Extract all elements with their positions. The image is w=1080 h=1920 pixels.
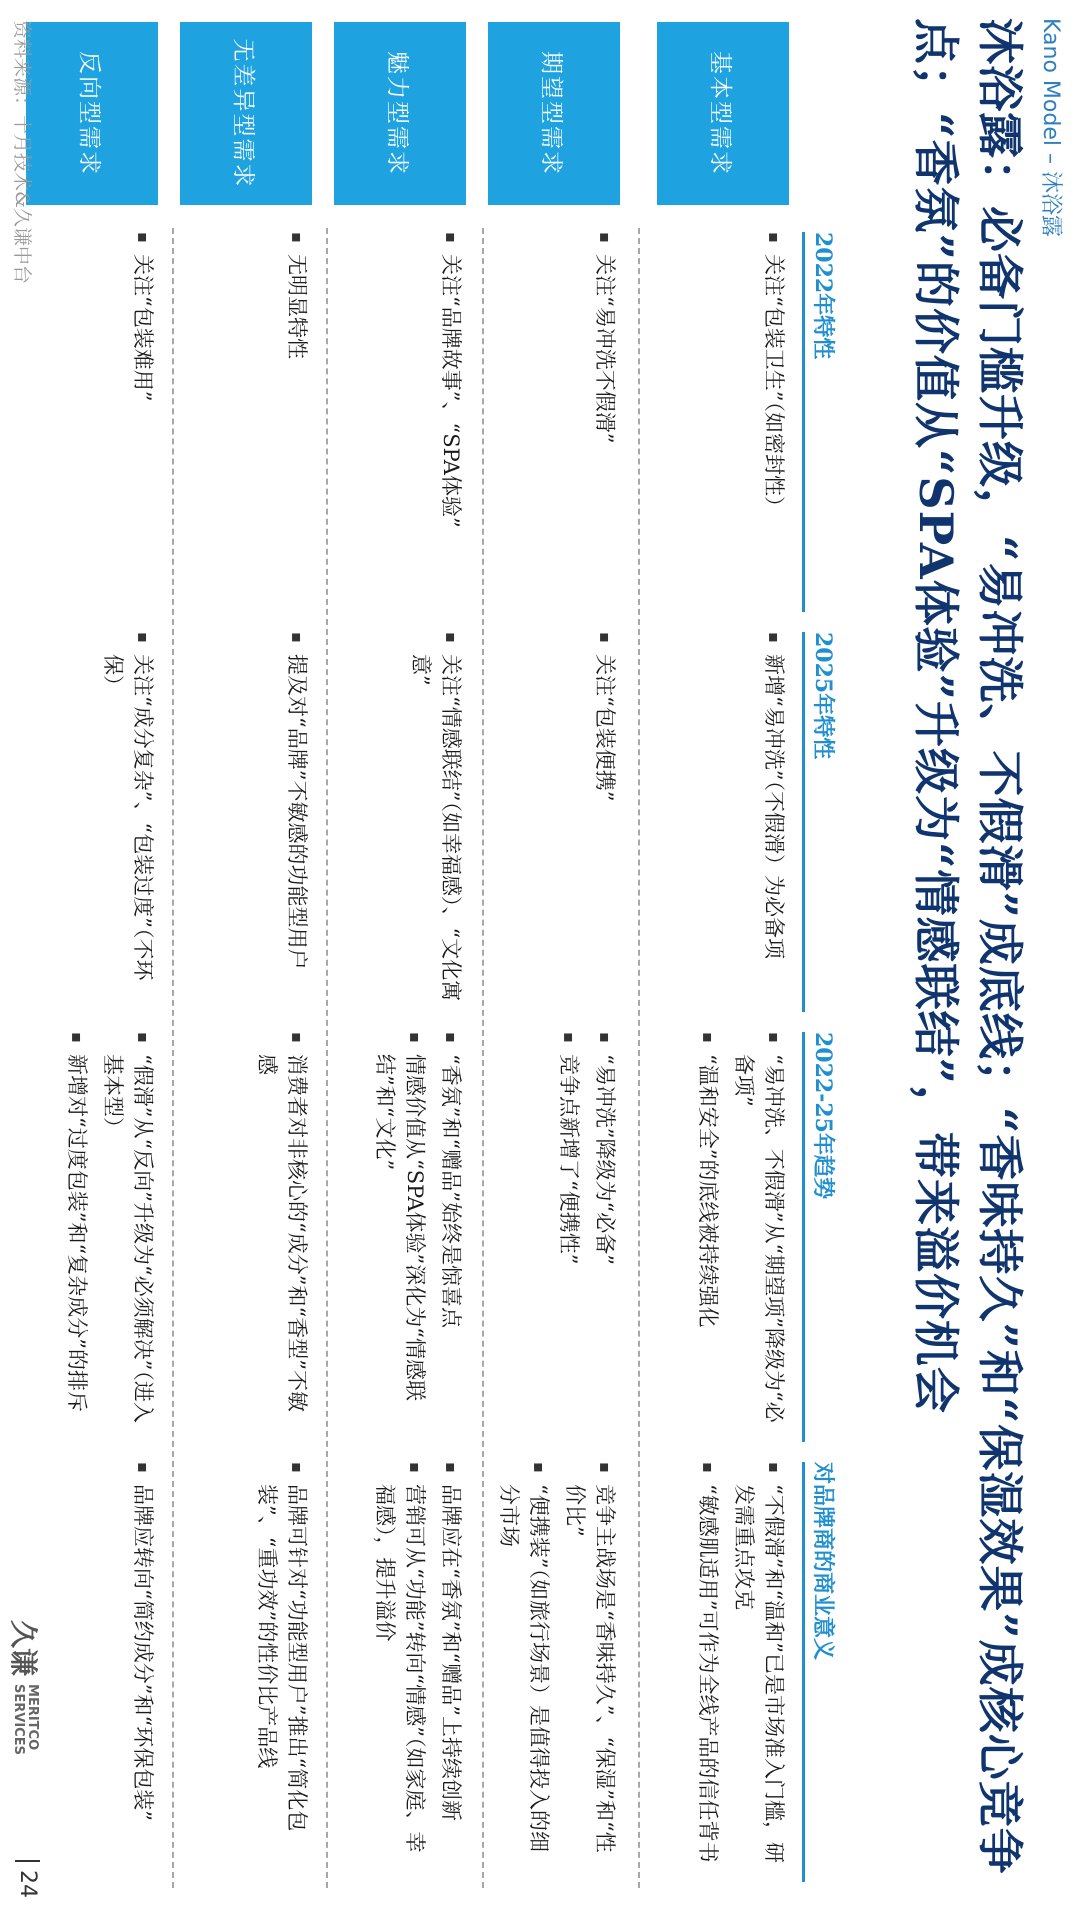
headline: 沐浴露：必备门槛升级，“易冲洗、不假滑”成底线；“香味持久”和“保湿效果”成核心竞争点；“香氛”的价值从“SPA体验”升级为“情感联结”，带来溢价机会: [909, 18, 1027, 1875]
list-item: ▪ 关注“包装便携”: [590, 632, 620, 1002]
list-item: ▪ 情感价值从“SPA体验”深化为“情感联结”和“文化”: [370, 1032, 430, 1432]
kicker: Kano Model – 沐浴露: [1038, 18, 1063, 237]
category-indifferent: 无差异型需求: [180, 22, 312, 205]
row-divider: [172, 228, 174, 1888]
list-item: ▪ 无明显特性: [282, 232, 312, 602]
list-item: ▪ 关注“成分复杂”、“包装过度”（不环保）: [98, 632, 158, 1002]
logo-line-2: SERVICES: [11, 1684, 26, 1755]
row-divider: [482, 228, 484, 1888]
cell-indifferent-business: [246, 1462, 312, 1872]
cell-expected-trend: [548, 1032, 620, 1432]
row-divider: [638, 228, 640, 1888]
cell-reverse-trend: [56, 1032, 158, 1432]
cell-reverse-2025: [92, 632, 158, 1002]
list-item: ▪ 新增对“过度包装”和“复杂成分”的排斥: [62, 1032, 92, 1432]
list-item: ▪ 竞争点新增了“便携性”: [554, 1032, 584, 1432]
list-item: ▪ 竞争主战场是“香味持久”、“保湿”和“性价比”: [560, 1462, 620, 1872]
list-item: ▪ 品牌应转向“简约成分”和“环保包装”: [128, 1462, 158, 1872]
cell-expected-2022: [584, 232, 620, 602]
list-item: ▪ 提及对“品牌”不敏感的功能型用户: [282, 632, 312, 1002]
list-item: ▪ 新增“易冲洗”（不假滑）为必备项: [759, 632, 789, 1002]
column-header-2025: 2025年特性: [802, 632, 840, 1012]
list-item: ▪ 关注“包装卫生”（如密封性）: [759, 232, 789, 602]
logo-mark: 久谦: [7, 1620, 40, 1677]
list-item: ▪ “敏感肌适用”可作为全线产品的信任背书: [693, 1462, 723, 1872]
list-item: ▪ “香氛”和“赠品”始终是惊喜点: [436, 1032, 466, 1432]
list-item: ▪ 消费者对非核心的“成分”和“香型”不敏感: [252, 1032, 312, 1432]
cell-indifferent-2022: [276, 232, 312, 602]
source-note: 资料来源：十月技术&久谦中台: [11, 20, 33, 284]
cell-basic-2022: [753, 232, 789, 602]
cell-attractive-2022: [430, 232, 466, 602]
category-expected: 期望型需求: [488, 22, 620, 205]
list-item: ▪ 关注“易冲洗不假滑”: [590, 232, 620, 602]
category-basic: 基本型需求: [657, 22, 789, 205]
row-divider: [326, 228, 328, 1888]
column-header-business: 对品牌商的商业意义: [802, 1462, 840, 1882]
list-item: ▪ “温和安全”的底线被持续强化: [693, 1032, 723, 1432]
cell-indifferent-trend: [246, 1032, 312, 1432]
list-item: ▪ “易冲洗”降级为“必备”: [590, 1032, 620, 1432]
cell-attractive-2025: [400, 632, 466, 1002]
cell-attractive-trend: [364, 1032, 466, 1432]
cell-indifferent-2025: [276, 632, 312, 1002]
logo-text: [11, 1684, 39, 1755]
list-item: ▪ “假滑”从“反向”升级为“必须解决”（进入基本型）: [98, 1032, 158, 1432]
list-item: ▪ 品牌应在“香氛”和“赠品”上持续创新: [436, 1462, 466, 1872]
company-logo: [5, 1620, 45, 1755]
logo-line-1: MERITCO: [25, 1684, 40, 1751]
cell-expected-business: [488, 1462, 620, 1872]
cell-expected-2025: [584, 632, 620, 1002]
page-number: 24: [15, 1860, 40, 1898]
category-attractive: 魅力型需求: [334, 22, 466, 205]
list-item: ▪ 关注“品牌故事”、“SPA体验”: [436, 232, 466, 602]
list-item: ▪ 品牌可针对“功能型用户”推出“简化包装”、“重功效”的性价比产品线: [252, 1462, 312, 1872]
cell-reverse-business: [122, 1462, 158, 1872]
cell-attractive-business: [364, 1462, 466, 1872]
category-reverse: 反向型需求: [26, 22, 158, 205]
list-item: ▪ “易冲洗、不假滑”从“期望项”降级为“必备项”: [729, 1032, 789, 1432]
cell-basic-trend: [687, 1032, 789, 1432]
cell-basic-2025: [753, 632, 789, 1002]
list-item: ▪ 营销可从“功能”转向“情感”（如家庭、幸福感），提升溢价: [370, 1462, 430, 1872]
cell-reverse-2022: [122, 232, 158, 602]
list-item: ▪ 关注“包装难用”: [128, 232, 158, 602]
list-item: ▪ 关注“情感联结”（如幸福感）、“文化寓意”: [406, 632, 466, 1002]
column-header-2022: 2022年特性: [802, 232, 840, 612]
list-item: ▪ “便携装”（如旅行场景）是值得投入的细分市场: [494, 1462, 554, 1872]
cell-basic-business: [687, 1462, 789, 1872]
column-header-trend: 2022-25年趋势: [802, 1032, 840, 1442]
list-item: ▪ “不假滑”和“温和”已是市场准入门槛，研发需重点攻克: [729, 1462, 789, 1872]
